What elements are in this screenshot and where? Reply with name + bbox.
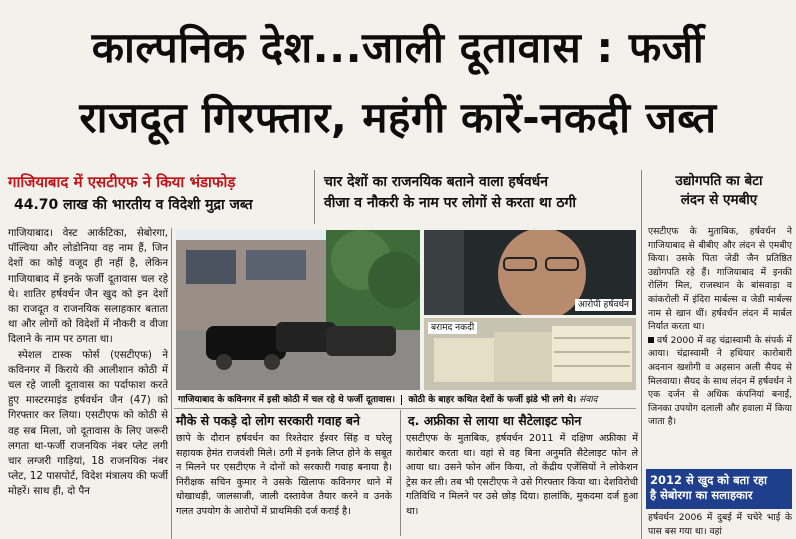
cars-caption: कोठी के बाहर कथित देशों के फर्जी झंडे भी लगे थे।	[408, 395, 577, 405]
photo-credit: संवाद	[579, 395, 598, 405]
divider	[171, 228, 172, 539]
left-subhead: 44.70 लाख की भारतीय व विदेशी मुद्रा जब्त	[14, 197, 253, 213]
right-mid-story-head: द. अफ्रीका से लाया था सैटेलाइट फोन	[408, 413, 582, 428]
right-box-head-line-1: 2012 से खुद को बता रहा	[650, 473, 768, 487]
center-headline-line-2: वीजा व नौकरी के नाम पर लोगों से करता था ठगी	[324, 195, 577, 211]
divider	[400, 410, 401, 536]
right-para-2-text: वर्ष 2000 में वह चंद्रास्वामी के संपर्क में आया। चंद्रास्वामी ने हथियार कारोबारी अदनान खशोगी व अहसान अली सैयद से मिलवाया। सैयद के साथ लंदन में हर्षवर्धन ने एक दर्जन से अधिक कंपनियां बनाईं, जिनका उपयोग दलाली और हवाला में किया जाता है।	[648, 334, 792, 428]
left-story-body	[8, 226, 168, 538]
center-headline	[324, 172, 684, 214]
right-mid-story-body: एसटीएफ के मुताबिक, हर्षवर्धन 2011 में दक्षिण अफ्रीका में कारोबार करता था। वहां से वह बिना अनुमति सैटेलाइट फोन ले आया था। उसने फोन ऑन किया, तो केंद्रीय एजेंसियों ने लोकेशन ट्रेस कर ली। तब भी एसटीएफ ने उसे गिरफ्तार किया था। देशविरोधी गतिविधि न मिलने पर उसे छोड़ दिया। हालांकि, मुकदमा दर्ज हुआ था।	[406, 433, 638, 517]
right-box-body: हर्षवर्धन 2006 में दुबई में चचेरे भाई के पास बस गया था। वहां	[648, 512, 792, 537]
bullet-square-icon	[648, 337, 654, 343]
cash-photo	[424, 318, 636, 390]
headline-line-2: राजदूत गिरफ्तार, महंगी कारें-नकदी जब्त	[79, 93, 717, 142]
divider	[641, 170, 642, 539]
mid-story-body: छापे के दौरान हर्षवर्धन का रिश्तेदार ईश्वर सिंह व घरेलू सहायक हेमंत राजवंशी मिले। ठगी में इनके लिप्त होने के सबूत न मिलने पर एसटीएफ ने दोनों को सरकारी गवाह बनाया है। निरीक्षक सचिन कुमार ने उसके खिलाफ कविनगर थाने में धोखाधड़ी, जालसाजी, जाली दस्तावेज तैयार करने व उनके गलत उपयोग के आरोपों में प्राथमिकी दर्ज कराई है।	[176, 433, 392, 517]
cash-label: बरामद नकदी	[428, 322, 477, 334]
right-column-head	[646, 172, 792, 210]
divider	[314, 170, 315, 224]
headline-line-1: काल्पनिक देश...जाली दूतावास : फर्जी	[91, 23, 705, 72]
kothi-photo	[176, 230, 420, 390]
accused-label: आरोपी हर्षवर्धन	[575, 299, 632, 311]
right-column-body	[648, 225, 792, 465]
left-kicker: गाजियाबाद में एसटीएफ ने किया भंडाफोड़	[8, 173, 236, 191]
left-para-1: गाजियाबाद। वेस्ट आर्कटिका, सेबोरगा, पॉल्विया और लोडोनिया वह नाम हैं, जिन देशों का कोई वजूद ही नहीं है, लेकिन गाजियाबाद में इनके फर्जी दूतावास चल रहे थे। शातिर हर्षवर्धन जैन खुद को इन देशों का राजदूत व राजनयिक सलाहकार बताता था और लोगों को विदेशों में नौकरी व वीजा दिलाने के नाम पर ठगता था।	[8, 228, 168, 346]
left-para-2: स्पेशल टास्क फोर्स (एसटीएफ) ने कविनगर में किराये की आलीशान कोठी में चल रहे जाली दूतावास का पर्दाफाश करते हुए मास्टरमाइंड हर्षवर्धन जैन (47) को गिरफ्तार कर लिया। एसटीएफ को कोठी से वह सब मिला, जो दूतावास के लिए जरूरी लगता था-फर्जी राजनयिक नंबर प्लेट लगी चार लग्जरी गाड़ियां, 18 राजनयिक नंबर प्लेट, 12 पासपोर्ट, विदेश मंत्रालय की फर्जी मोहरें। साथ ही, दो पैन	[8, 349, 168, 498]
divider	[174, 408, 636, 409]
right-head-line-1: उद्योगपति का बेटा	[675, 173, 763, 189]
right-box-head-line-2: है सेबोरगा का सलाहकार	[650, 488, 753, 502]
right-box-head-text	[646, 469, 792, 507]
photo-caption	[178, 394, 636, 406]
right-head-line-2: लंदन से एमबीए	[680, 192, 758, 208]
right-box-head	[646, 469, 792, 509]
right-para-1: एसटीएफ के मुताबिक, हर्षवर्धन ने गाजियाबाद से बीबीए और लंदन से एमबीए किया। उसके पिता जेडी जैन प्रतिष्ठित उद्योगपति रहे हैं। गाजियाबाद में इनकी रोलिंग मिल, राजस्थान के बांसवाड़ा व कांकरोली में इंदिरा मार्बल्स व जेडी मार्बल्स नाम से खान थीं। हर्षवर्धन लंदन में मार्बल निर्यात करता था।	[648, 226, 792, 333]
kothi-caption: गाजियाबाद के कविनगर में इसी कोठी में चल रहे थे फर्जी दूतावास।	[178, 395, 396, 405]
accused-photo	[424, 230, 636, 315]
center-headline-line-1: चार देशों का राजनयिक बताने वाला हर्षवर्धन	[324, 174, 549, 190]
mid-story-head: मौके से पकड़े दो लोग सरकारी गवाह बने	[176, 413, 360, 428]
right-para-2	[648, 334, 792, 429]
